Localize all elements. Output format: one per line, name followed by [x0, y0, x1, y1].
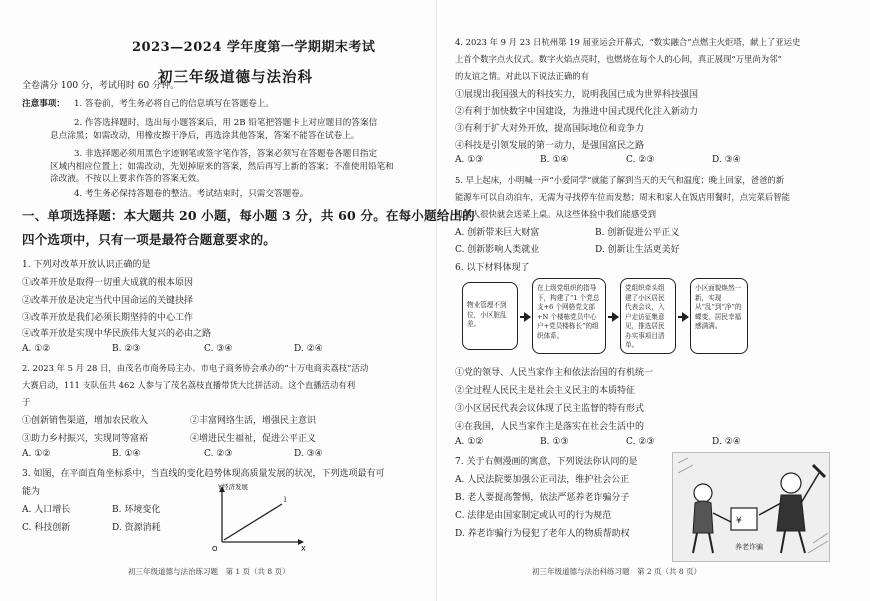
trend-line — [224, 504, 282, 540]
q2-line-1: 2. 2023 年 5 月 28 日，由茂名市商务局主办、市电子商务协会承办的“十万电商卖荔枝”活动 — [22, 363, 369, 373]
q4-option-a: A. ①③ — [455, 155, 484, 165]
q4-item-2: ②有利于加快数字中国建设，为推进中国式现代化注入新动力 — [455, 107, 699, 117]
q1-item-2: ②改革开放是决定当代中国命运的关键抉择 — [22, 296, 194, 306]
q5-option-d: D. 创新让生活更美好 — [595, 245, 680, 255]
q6-item-4: ④在我国，人民当家作主是落实在社会生活中的 — [455, 422, 645, 432]
q5-option-a: A. 创新带来巨大财富 — [455, 228, 540, 238]
q1-option-c: C. ③④ — [204, 344, 233, 354]
scammer-head — [781, 473, 801, 493]
note-1: 1. 答卷前，考生务必将自己的信息填写在答题卷上。 — [74, 99, 274, 109]
q7-cartoon — [672, 452, 830, 562]
q1-stem: 1. 下列对改革开放认识正确的是 — [22, 260, 151, 270]
flow-box-2: 在上级党组织的指导下，构建了“1 个党总支+6 个网格党支部+N 个楼栋党员中心户+党员楼栋长”的组织体系。 — [532, 278, 606, 354]
q2-line-2: 大赛启动，111 支队伍共 462 人参与了茂名荔枝直播带货大比拼活动。这个直播活动有利 — [22, 380, 356, 390]
q5-option-b: B. 创新促进公平正义 — [595, 228, 680, 238]
q6-option-a: A. ①② — [455, 437, 484, 447]
note-2: 2. 作答选择题时，选出每小题答案后，用 2B 铅笔把答题卡上对应题目的答案信 — [74, 118, 378, 128]
q4-line-2: 上首个数字点火仪式。数字火焰点亮时，也燃烧在每个人的心间，真正展现“万里尚为邻” — [455, 54, 782, 64]
note-2-cont: 息点涂黑；如需改动，用橡皮擦干净后，再选涂其他答案，答案不能答在试卷上。 — [50, 131, 360, 141]
q4-option-d: D. ③④ — [712, 155, 741, 165]
q1-option-d: D. ②④ — [294, 344, 323, 354]
flow-box-4: 小区面貌焕然一新，实现从“乱”到“净”的蝶变，居民幸福感满满。 — [690, 278, 748, 354]
flow-box-3: 党组织牵头组建了小区居民代表会议，入户走访征集意见，推选居民办实事项目清单。 — [620, 278, 676, 354]
q5-line-3: 机器人很快就会送菜上桌。从这些体验中我们能感受到 — [455, 209, 656, 219]
svg-text:¥: ¥ — [736, 516, 742, 526]
q2-line-3: 于 — [22, 397, 31, 407]
q2-option-d: D. ③④ — [294, 449, 323, 459]
q6-item-1: ①党的领导、人民当家作主和依法治国的有机统一 — [455, 368, 654, 378]
flow-box-1: 物业管理不到位，小区脏乱差。 — [462, 282, 518, 350]
q6-stem: 6. 以下材料体现了 — [455, 263, 530, 273]
flow-arrow-3 — [678, 316, 688, 318]
q4-line-3: 的友谊之情。对此以下说法正确的有 — [455, 71, 589, 81]
section-header-line1: 一、单项选择题：本大题共 20 小题，每小题 3 分，共 60 分。在每小题给出的 — [22, 208, 475, 223]
q3-option-b: B. 环境变化 — [112, 505, 161, 515]
q5-option-c: C. 创新影响人类就业 — [455, 245, 540, 255]
q3-option-c: C. 科技创新 — [22, 523, 71, 533]
q4-item-3: ③有利于扩大对外开放，提高国际地位和竞争力 — [455, 124, 645, 134]
q3-coordinate-graph — [208, 480, 308, 554]
q2-item-2: ②丰富网络生活，增强民主意识 — [190, 416, 317, 426]
x-axis-label: X — [301, 545, 306, 553]
q2-option-c: C. ②③ — [204, 449, 233, 459]
line-label: l — [284, 496, 287, 504]
q6-item-2: ②全过程人民民主是社会主义民主的本质特征 — [455, 386, 636, 396]
q7-stem: 7. 关于右侧漫画的寓意，下列说法你认同的是 — [455, 457, 638, 467]
q3-option-a: A. 人口增长 — [22, 505, 71, 515]
q2-option-a: A. ①② — [22, 449, 51, 459]
note-3-cont: 区域内相应位置上；如需改动，先划掉原来的答案，然后再写上新的答案；不准使用铅笔和 — [50, 162, 394, 172]
q1-item-4: ④改革开放是实现中华民族伟大复兴的必由之路 — [22, 329, 212, 339]
q3-line-2: 能为 — [22, 487, 41, 497]
q2-item-1: ①创新销售渠道，增加农民收入 — [22, 416, 149, 426]
q1-item-3: ③改革开放是我们必须长期坚持的中心工作 — [22, 313, 194, 323]
q2-item-3: ③助力乡村振兴，实现同等富裕 — [22, 434, 149, 444]
q4-option-b: B. ①④ — [540, 155, 569, 165]
note-3: 3. 非选择题必须用黑色字迹钢笔或签字笔作答，答案必须写在答题卷各题目指定 — [74, 149, 378, 159]
notes-label: 注意事项： — [22, 99, 65, 109]
footer-left: 初三年级道德与法治练习题 第 1 页（共 8 页） — [128, 567, 290, 576]
q1-item-1: ①改革开放是取得一切重大成就的根本原因 — [22, 278, 194, 288]
money-bag — [731, 508, 757, 530]
elder-body — [693, 501, 713, 533]
elder-head — [694, 484, 712, 502]
q2-item-4: ④增进民生福祉，促进公平正义 — [190, 434, 317, 444]
q4-item-1: ①展现出我国强大的科技实力，说明我国已成为世界科技强国 — [455, 90, 699, 100]
flow-arrow-1 — [520, 316, 530, 318]
q1-option-b: B. ②③ — [112, 344, 141, 354]
q3-line-1: 3. 如图，在平面直角坐标系中，当直线的变化趋势体现高质量发展的状况，下列选项最有可 — [22, 469, 385, 479]
q6-option-d: D. ②④ — [712, 437, 741, 447]
cartoon-drawing — [673, 453, 830, 562]
note-4: 4. 考生务必保持答题卷的整洁。考试结束时，只需交答题卷。 — [74, 189, 309, 199]
q1-option-a: A. ①② — [22, 344, 51, 354]
section-header-line2: 四个选项中，只有一项是最符合题意要求的。 — [22, 232, 277, 247]
q7-option-c: C. 法律是由国家制定或认可的行为规范 — [455, 511, 612, 521]
cartoon-caption: 养老诈骗 — [735, 543, 763, 551]
q7-option-a: A. 人民法院要加强公正司法，维护社会公正 — [455, 475, 630, 485]
q5-line-2: 能源车可以自动泊车，无需为寻找停车位而发愁；周末和家人在饭店用餐时，点完菜后智能 — [455, 192, 790, 202]
q4-option-c: C. ②③ — [626, 155, 655, 165]
y-axis-label: Y经济发展 — [218, 483, 248, 491]
origin-label: O — [212, 545, 218, 553]
q4-item-4: ④科技是引领发展的第一动力，是强国富民之路 — [455, 141, 645, 151]
q6-item-3: ③小区居民代表会议体现了民主监督的特有形式 — [455, 404, 645, 414]
footer-right: 初三年级道德与法治科练习题 第 2 页（共 8 页） — [532, 567, 702, 576]
q7-option-d: D. 养老诈骗行为侵犯了老年人的物质帮助权 — [455, 529, 630, 539]
flow-arrow-2 — [608, 316, 618, 318]
exam-title: 2023—2024 学年度第一学期期末考试 — [132, 40, 376, 55]
scammer-body — [777, 495, 805, 531]
q2-option-b: B. ①④ — [112, 449, 141, 459]
exam-subtitle: 初三年级道德与法治科 — [158, 69, 313, 86]
score-line: 全卷满分 100 分，考试用时 60 分钟。 — [22, 81, 180, 91]
q5-line-1: 5. 早上起床，小明喊一声“小爱同学”就能了解到当天的天气和温度；晚上回家，爸爸的新 — [455, 175, 785, 185]
q6-option-b: B. ①③ — [540, 437, 569, 447]
q4-line-1: 4. 2023 年 9 月 23 日杭州第 19 届亚运会开幕式，“数实融合”点燃主火炬塔，献上了亚运史 — [455, 37, 801, 47]
q6-option-c: C. ②③ — [626, 437, 655, 447]
q7-option-b: B. 老人要提高警惕，依法严惩养老诈骗分子 — [455, 493, 630, 503]
q3-option-d: D. 资源消耗 — [112, 523, 161, 533]
note-3-cont2: 涂改液。不按以上要求作答的答案无效。 — [50, 174, 205, 184]
